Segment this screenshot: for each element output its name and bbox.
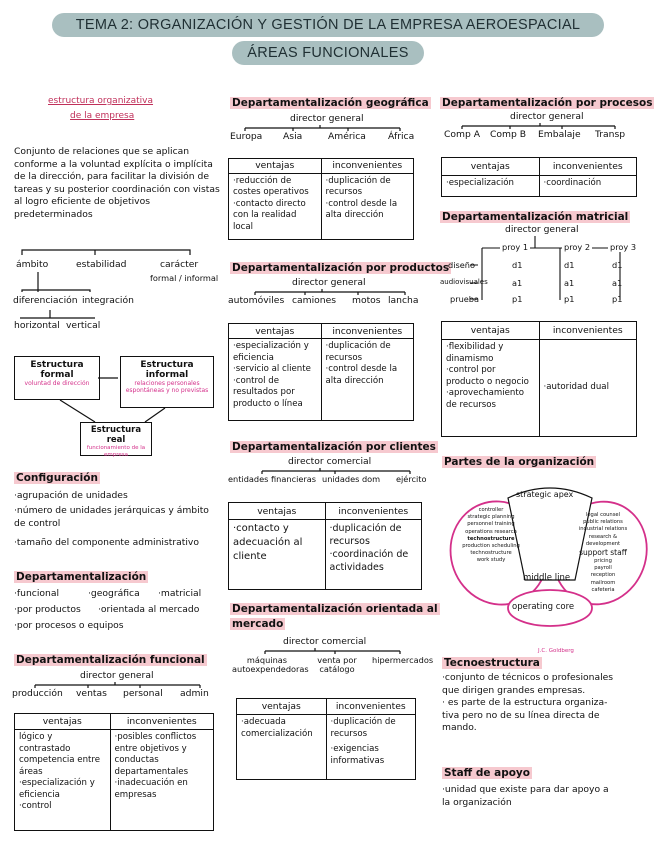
ventajas-header: ventajas [442, 322, 540, 340]
inconvenientes-header: inconvenientes [539, 322, 637, 340]
ventaja-item: ·control por producto o negocio [446, 365, 529, 387]
procesos-child: Comp A [444, 129, 481, 140]
support-staff-list [572, 512, 634, 594]
support-item: legal counsel [585, 512, 621, 518]
funcional-director: director general [80, 670, 154, 681]
title-line1: TEMA 2: ORGANIZACIÓN Y GESTIÓN DE LA EMPRESA AEROESPACIAL [52, 13, 604, 37]
tree-horizontal: horizontal [14, 320, 60, 331]
ventajas-header: ventajas [15, 714, 111, 730]
box-informal-title: Estructura informal [140, 360, 194, 380]
ventaja-item: ·especialización [446, 177, 514, 188]
staff-line: ·unidad que existe para dar apoyo a [442, 784, 609, 795]
ventaja-item: ·reducción de costes operativos [233, 175, 309, 198]
productos-child: camiones [292, 295, 337, 306]
productos-heading: Departamentalización por productos [232, 262, 450, 274]
inconveniente-item: ·coordinación [543, 177, 602, 188]
matricial-cell: d1 [564, 260, 575, 270]
ventaja-item: ·contacto directo con la realidad local [233, 198, 306, 232]
mercado-heading-1: Departamentalización orientada al [232, 603, 438, 615]
matricial-row-label: diseño [448, 260, 475, 270]
operating-core-label: operating core [512, 602, 575, 612]
inconvenientes-header: inconvenientes [110, 714, 213, 730]
tecnoestructura-heading: Tecnoestructura [444, 657, 540, 669]
inconveniente-item: ·posibles conflictos entre objetivos y conductas departamentales [114, 732, 197, 777]
inconveniente-item: ·control desde la alta dirección [325, 364, 398, 386]
productos-child: lancha [388, 295, 419, 306]
dep-type: ·funcional [14, 588, 60, 599]
procesos-director: director general [510, 111, 584, 122]
funcional-child: personal [123, 688, 163, 699]
ventajas-header: ventajas [229, 159, 322, 174]
support-item: reception [590, 572, 616, 579]
ventaja-item: ·servicio al cliente [233, 364, 311, 375]
matricial-project: proy 2 [564, 242, 591, 252]
support-item: payroll [594, 565, 612, 572]
configuracion-item: ·tamaño del componente administrativo [14, 537, 199, 548]
estructura-heading-1: estructura organizativa [48, 96, 154, 106]
procesos-child: Transp [595, 129, 626, 140]
ventajas-header: ventajas [229, 324, 322, 339]
matricial-project: proy 1 [502, 242, 529, 252]
departamentalizacion-heading: Departamentalización [16, 571, 147, 583]
ventajas-header: ventajas [442, 158, 540, 176]
matricial-director: director general [505, 224, 579, 235]
mercado-child: máquinas autoexpendedoras [232, 655, 309, 674]
ventaja-item: ·control de resultados por producto o línea [233, 375, 303, 409]
clientes-child: entidades financieras [228, 474, 317, 484]
matricial-heading: Departamentalización matricial [442, 211, 629, 223]
tree-formal: formal / informal [150, 273, 219, 283]
tecnoestructura-body [442, 672, 652, 735]
productos-child: motos [352, 295, 381, 306]
matricial-cell: a1 [512, 278, 523, 288]
clientes-heading: Departamentalización por clientes [232, 441, 436, 453]
clientes-child: ejército [396, 474, 427, 484]
strategic-apex-label: strategic apex [516, 490, 574, 499]
technostructure-item: operations research [465, 528, 517, 535]
author-note: J.C. Goldberg [538, 648, 574, 654]
geografica-child: África [388, 131, 415, 142]
estructura-definition: Conjunto de relaciones que se aplican conforme a la voluntad explícita o implícita de la dirección, para facilitar la división de tareas y su posterior coordinación con vistas al logro eficiente de objetivos predeterminados [14, 146, 220, 220]
ventajas-header: ventajas [229, 503, 326, 520]
procesos-child: Comp B [490, 129, 527, 140]
support-item: support staff [579, 548, 627, 558]
inconveniente-item: ·duplicación de recursos [330, 717, 396, 739]
inconveniente-item: ·autoridad dual [543, 382, 609, 393]
funcional-child: ventas [76, 688, 107, 699]
ventajas-header: ventajas [237, 699, 327, 715]
box-real-sub: funcionamiento de la empresa [86, 445, 146, 458]
matricial-row-label: prueba [450, 294, 480, 304]
dep-type: ·orientada al mercado [98, 604, 200, 615]
box-formal-sub: voluntad de dirección [24, 380, 90, 387]
support-item: mailroom [590, 579, 616, 586]
clientes-director: director comercial [288, 456, 372, 467]
inconveniente-item: ·coordinación de actividades [329, 549, 409, 574]
inconvenientes-header: inconvenientes [321, 324, 414, 339]
technostructure-item: personnel training [467, 521, 515, 528]
configuracion-heading: Configuración [16, 472, 98, 484]
inconveniente-item: ·exigencias informativas [330, 744, 385, 766]
productos-director: director general [292, 277, 366, 288]
title-line2: ÁREAS FUNCIONALES [232, 41, 424, 65]
matricial-cell: p1 [612, 294, 623, 304]
matricial-cell: a1 [612, 278, 623, 288]
inconveniente-item: ·duplicación de recursos [325, 341, 391, 363]
ventaja-item: competencia entre áreas [19, 755, 101, 777]
technostructure-item: strategic planning [467, 514, 515, 521]
dep-type: ·por productos [14, 604, 81, 615]
support-item: pricing [594, 558, 612, 565]
staff-line: la organización [442, 796, 512, 808]
ventaja-item: ·especialización y eficiencia [19, 778, 95, 800]
staff-heading: Staff de apoyo [444, 767, 530, 779]
matricial-cell: p1 [564, 294, 575, 304]
middle-line-label: middle line [523, 573, 571, 583]
tecnoestructura-line: que dirigen grandes empresas. [442, 684, 586, 696]
ventaja-item: ·adecuada comercialización [241, 717, 313, 739]
ventaja-item: ·contacto y adecuación al cliente [233, 523, 303, 563]
tree-vertical: vertical [66, 320, 101, 331]
inconveniente-item: ·control desde la alta dirección [325, 198, 398, 221]
ventaja-item: ·control [19, 801, 52, 812]
technostructure-item: controller [478, 507, 504, 513]
funcional-child: admin [180, 688, 209, 699]
matricial-cell: d1 [612, 260, 623, 270]
technostructure-list [456, 507, 526, 565]
geografica-child: América [328, 131, 366, 142]
dep-type: ·matricial [158, 588, 202, 599]
inconvenientes-header: inconvenientes [325, 503, 422, 520]
matricial-cell: a1 [564, 278, 575, 288]
clientes-child: unidades dom [322, 474, 381, 484]
support-item: public relations [583, 519, 623, 526]
tree-diferenciacion: diferenciación [13, 295, 78, 306]
funcional-heading: Departamentalización funcional [16, 654, 205, 666]
partes-heading: Partes de la organización [444, 456, 595, 468]
geografica-heading: Departamentalización geográfica [232, 97, 429, 109]
ventaja-item: ·flexibilidad y dinamismo [446, 342, 504, 364]
mercado-director: director comercial [283, 636, 367, 647]
estructura-heading-2: de la empresa [70, 111, 135, 121]
ventaja-item: lógico y contrastado [19, 732, 71, 754]
staff-body [442, 784, 652, 809]
geografica-child: Asia [283, 131, 303, 142]
mercado-heading-2: mercado [232, 618, 284, 630]
inconvenientes-header: inconvenientes [321, 159, 414, 174]
matricial-row-label: audiovisuales [440, 278, 488, 286]
tecnoestructura-line: ·conjunto de técnicos o profesionales [442, 672, 614, 683]
box-real-title: Estructura real [90, 425, 142, 445]
tree-estabilidad: estabilidad [76, 259, 127, 270]
tree-ambito: ámbito [16, 259, 49, 270]
configuracion-item: ·número de unidades jerárquicas y ámbito de control [14, 505, 209, 529]
geografica-child: Europa [230, 131, 263, 142]
matricial-cell: p1 [512, 294, 523, 304]
support-item: research & development [585, 533, 621, 547]
support-item: industrial relations [578, 526, 628, 533]
tecnoestructura-line: · es parte de la estructura organiza- [442, 697, 608, 708]
procesos-child: Embalaje [538, 129, 581, 140]
procesos-heading: Departamentalización por procesos [442, 97, 653, 109]
inconveniente-item: ·duplicación de recursos [325, 175, 391, 198]
tree-integracion: integración [82, 295, 134, 306]
tecnoestructura-line: tiva pero no de su línea directa de [442, 709, 600, 721]
technostructure-item: technostructure [470, 550, 512, 557]
productos-child: automóviles [228, 295, 285, 306]
technostructure-item: technostructure [467, 535, 515, 542]
dep-type: ·geográfica [88, 588, 140, 599]
technostructure-item: production scheduling [462, 543, 520, 550]
ventaja-item: ·especialización y eficiencia [233, 341, 309, 363]
inconveniente-item: ·inadecuación en empresas [114, 778, 188, 800]
box-informal-sub: relaciones personales espontáneas y no previstas [125, 380, 209, 394]
configuracion-item: ·agrupación de unidades [14, 490, 128, 501]
inconvenientes-header: inconvenientes [326, 699, 416, 715]
support-item: cafeteria [591, 586, 615, 593]
mercado-child: venta por catálogo [317, 655, 357, 674]
tecnoestructura-line: mando. [442, 722, 477, 733]
tree-caracter: carácter [160, 259, 199, 270]
inconvenientes-header: inconvenientes [539, 158, 637, 176]
matricial-cell: d1 [512, 260, 523, 270]
technostructure-item: work study [476, 557, 506, 564]
matricial-project: proy 3 [610, 242, 637, 252]
ventaja-item: ·aprovechamiento de recursos [446, 388, 524, 410]
inconveniente-item: ·duplicación de recursos [329, 523, 402, 548]
funcional-child: producción [12, 688, 63, 699]
box-formal-title: Estructura formal [30, 360, 84, 380]
mercado-child: hipermercados [372, 655, 434, 665]
geografica-director: director general [290, 113, 364, 124]
dep-type: ·por procesos o equipos [14, 620, 124, 631]
